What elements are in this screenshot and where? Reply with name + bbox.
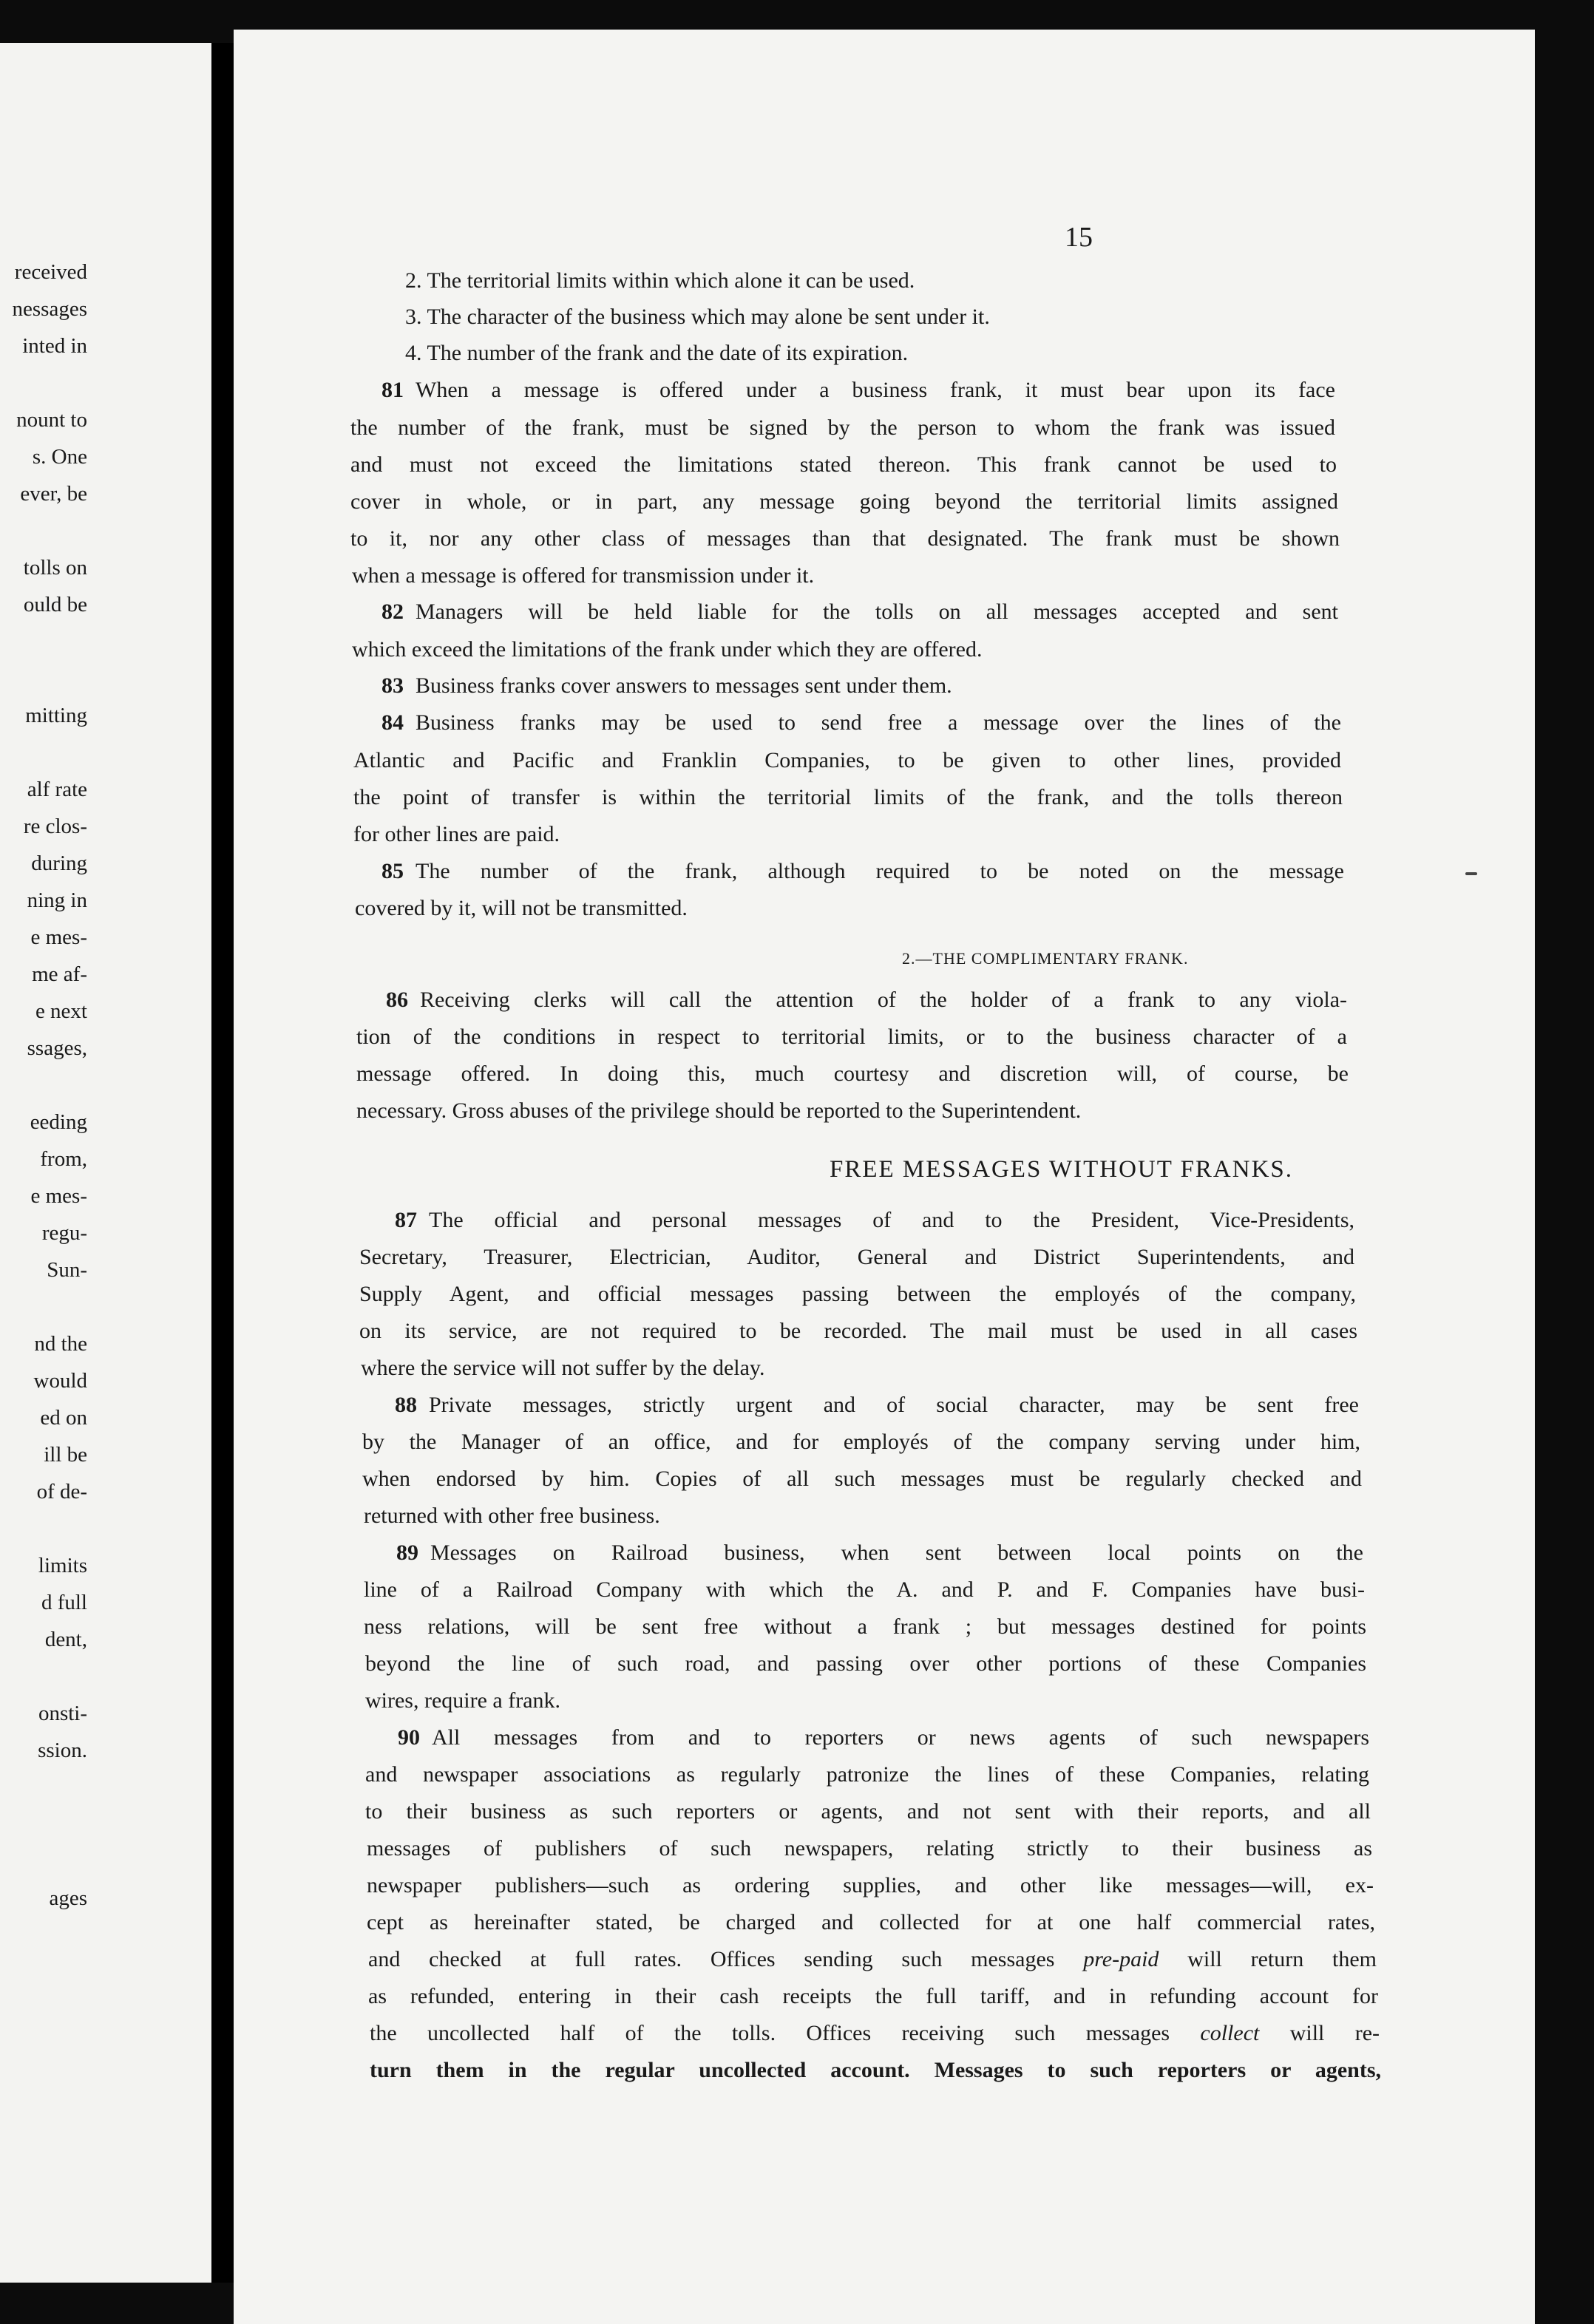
para-85-number: 85: [381, 859, 404, 883]
para-90-line-10: turn them in the regular uncollected account. Messages to such reporters or agents,: [370, 2058, 1381, 2082]
section-heading: FREE MESSAGES WITHOUT FRANKS.: [830, 1156, 1294, 1183]
para-90-line-3: to their business as such reporters or agents, and not sent with their reports, and all: [365, 1799, 1371, 1824]
book-spine: [211, 43, 234, 2283]
para-90-line-4: messages of publishers of such newspapers, relating strictly to their business as: [367, 1836, 1372, 1861]
para-86-number: 86: [386, 988, 408, 1012]
para-89-line-2: line of a Railroad Company with which the A. and P. and F. Companies have busi-: [364, 1577, 1365, 1602]
para-87-line-1: 87 The official and personal messages of and to the President, Vice-Presidents,: [395, 1208, 1354, 1232]
left-page-fragment: ssion.: [38, 1739, 87, 1762]
para-82-number: 82: [381, 599, 404, 624]
left-page-fragment: tolls on: [23, 556, 87, 580]
para-90-line-5: newspaper publishers—such as ordering supplies, and other like messages—will, ex-: [367, 1873, 1374, 1897]
left-page-fragment: onsti-: [38, 1702, 87, 1725]
para-82-line-2: which exceed the limitations of the frank under which they are offered.: [352, 637, 983, 662]
left-page-fragment: ever, be: [20, 482, 87, 506]
scan-speck: [1465, 872, 1477, 875]
left-page-fragment: nessages: [12, 297, 87, 321]
left-page-fragment: e mes-: [30, 925, 87, 949]
left-page-fragment: ning in: [27, 889, 87, 912]
left-page-fragment: inted in: [22, 334, 87, 358]
para-84-line-2: Atlantic and Pacific and Franklin Companies, to be given to other lines, provided: [353, 748, 1341, 772]
para-90-line-6: cept as hereinafter stated, be charged and collected for at one half commercial rates,: [367, 1910, 1375, 1934]
para-89-line-4: beyond the line of such road, and passing over other portions of these Companies: [365, 1651, 1366, 1676]
para-81-line-2: the number of the frank, must be signed by the person to whom the frank was issued: [350, 415, 1335, 440]
left-page-fragment: d full: [41, 1591, 87, 1614]
para-90-line-2: and newspaper associations as regularly patronize the lines of these Companies, relating: [365, 1762, 1369, 1787]
para-84-line-1: 84 Business franks may be used to send free a message over the lines of the: [381, 710, 1341, 735]
para-88-number: 88: [395, 1393, 417, 1417]
left-page-fragment: ill be: [44, 1443, 87, 1467]
page-number: 15: [1065, 222, 1093, 253]
para-81-line-4: cover in whole, or in part, any message going beyond the territorial limits assigned: [350, 489, 1338, 514]
para-88-line-4: returned with other free business.: [364, 1504, 660, 1528]
para-81-number: 81: [381, 378, 404, 402]
para-84-line-3: the point of transfer is within the territorial limits of the frank, and the tolls thereon: [353, 785, 1343, 809]
para-90-line-7: and checked at full rates. Offices sending such messages pre-paid will return them: [368, 1947, 1377, 1971]
para-90-number: 90: [398, 1725, 420, 1750]
left-page-fragment: alf rate: [27, 778, 87, 801]
left-page-fragment: me af-: [32, 962, 87, 986]
section-subheading: 2.—THE COMPLIMENTARY FRANK.: [902, 949, 1189, 968]
para-88-line-2: by the Manager of an office, and for employés of the company serving under him,: [362, 1430, 1360, 1454]
para-83-number: 83: [381, 673, 404, 698]
list-item-3: 3. The character of the business which may alone be sent under it.: [405, 305, 990, 329]
para-85-line-2: covered by it, will not be transmitted.: [355, 896, 688, 920]
para-86-line-2: tion of the conditions in respect to territorial limits, or to the business character of a: [356, 1025, 1347, 1049]
para-86-line-1: 86 Receiving clerks will call the attention of the holder of a frank to any viola-: [386, 988, 1347, 1012]
list-item-4: 4. The number of the frank and the date of its expiration.: [405, 341, 909, 365]
left-page-fragment: regu-: [41, 1221, 87, 1245]
para-89-line-3: ness relations, will be sent free without a frank ; but messages destined for points: [364, 1614, 1366, 1639]
left-page-fragment: during: [31, 852, 87, 875]
para-86-line-3: message offered. In doing this, much courtesy and discretion will, of course, be: [356, 1061, 1349, 1086]
left-page-fragment: ed on: [40, 1406, 87, 1430]
para-83-line-1: 83 Business franks cover answers to messages sent under them.: [381, 673, 952, 698]
para-90-line-8: as refunded, entering in their cash receipts the full tariff, and in refunding account for: [368, 1984, 1378, 2008]
para-89-line-1: 89 Messages on Railroad business, when sent between local points on the: [396, 1540, 1363, 1565]
left-page-fragment: Sun-: [47, 1258, 87, 1282]
para-87-number: 87: [395, 1208, 417, 1232]
para-81-line-3: and must not exceed the limitations stated thereon. This frank cannot be used to: [350, 452, 1337, 477]
left-page: [0, 43, 211, 2283]
left-page-fragment: from,: [40, 1147, 87, 1171]
para-87-line-5: where the service will not suffer by the delay.: [361, 1356, 765, 1380]
left-page-fragment: nd the: [34, 1332, 87, 1356]
left-page-fragment: would: [33, 1369, 87, 1393]
para-87-line-2: Secretary, Treasurer, Electrician, Auditor, General and District Superintendents, and: [359, 1245, 1354, 1269]
right-page: [234, 30, 1535, 2324]
left-page-fragment: of de-: [36, 1480, 87, 1504]
para-88-line-3: when endorsed by him. Copies of all such messages must be regularly checked and: [362, 1467, 1362, 1491]
left-page-fragment: received: [14, 260, 87, 284]
left-page-fragment: ssages,: [27, 1036, 87, 1060]
para-90-line-9: the uncollected half of the tolls. Offices receiving such messages collect will re-: [370, 2021, 1380, 2045]
para-87-line-4: on its service, are not required to be recorded. The mail must be used in all cases: [359, 1319, 1357, 1343]
left-page-fragment: nount to: [16, 408, 87, 432]
para-90-line-1: 90 All messages from and to reporters or news agents of such newspapers: [398, 1725, 1369, 1750]
para-82-line-1: 82 Managers will be held liable for the tolls on all messages accepted and sent: [381, 599, 1338, 624]
left-page-fragment: s. One: [32, 445, 87, 469]
left-page-fragment: dent,: [44, 1628, 87, 1651]
para-87-line-3: Supply Agent, and official messages passing between the employés of the company,: [359, 1282, 1356, 1306]
left-page-fragment: limits: [38, 1554, 87, 1577]
para-89-number: 89: [396, 1540, 418, 1565]
left-page-fragment: eeding: [30, 1110, 87, 1134]
para-81-line-6: when a message is offered for transmission under it.: [352, 563, 815, 588]
left-page-fragment: re clos-: [23, 815, 87, 838]
para-85-line-1: 85 The number of the frank, although required to be noted on the message: [381, 859, 1344, 883]
left-page-fragment: e mes-: [30, 1184, 87, 1208]
para-88-line-1: 88 Private messages, strictly urgent and of social character, may be sent free: [395, 1393, 1359, 1417]
left-page-fragment: mitting: [25, 704, 87, 727]
para-84-number: 84: [381, 710, 404, 735]
left-page-fragment: ages: [49, 1886, 87, 1910]
left-page-fragment: e next: [35, 999, 87, 1023]
list-item-2: 2. The territorial limits within which alone it can be used.: [405, 268, 915, 293]
para-81-line-1: 81 When a message is offered under a business frank, it must bear upon its face: [381, 378, 1335, 402]
left-page-fragment: ould be: [23, 593, 87, 616]
scan-border: [1535, 0, 1594, 2324]
para-84-line-4: for other lines are paid.: [353, 822, 560, 846]
para-89-line-5: wires, require a frank.: [365, 1688, 561, 1713]
para-81-line-5: to it, nor any other class of messages than that designated. The frank must be shown: [350, 526, 1340, 551]
para-86-line-4: necessary. Gross abuses of the privilege should be reported to the Superintendent.: [356, 1098, 1082, 1123]
